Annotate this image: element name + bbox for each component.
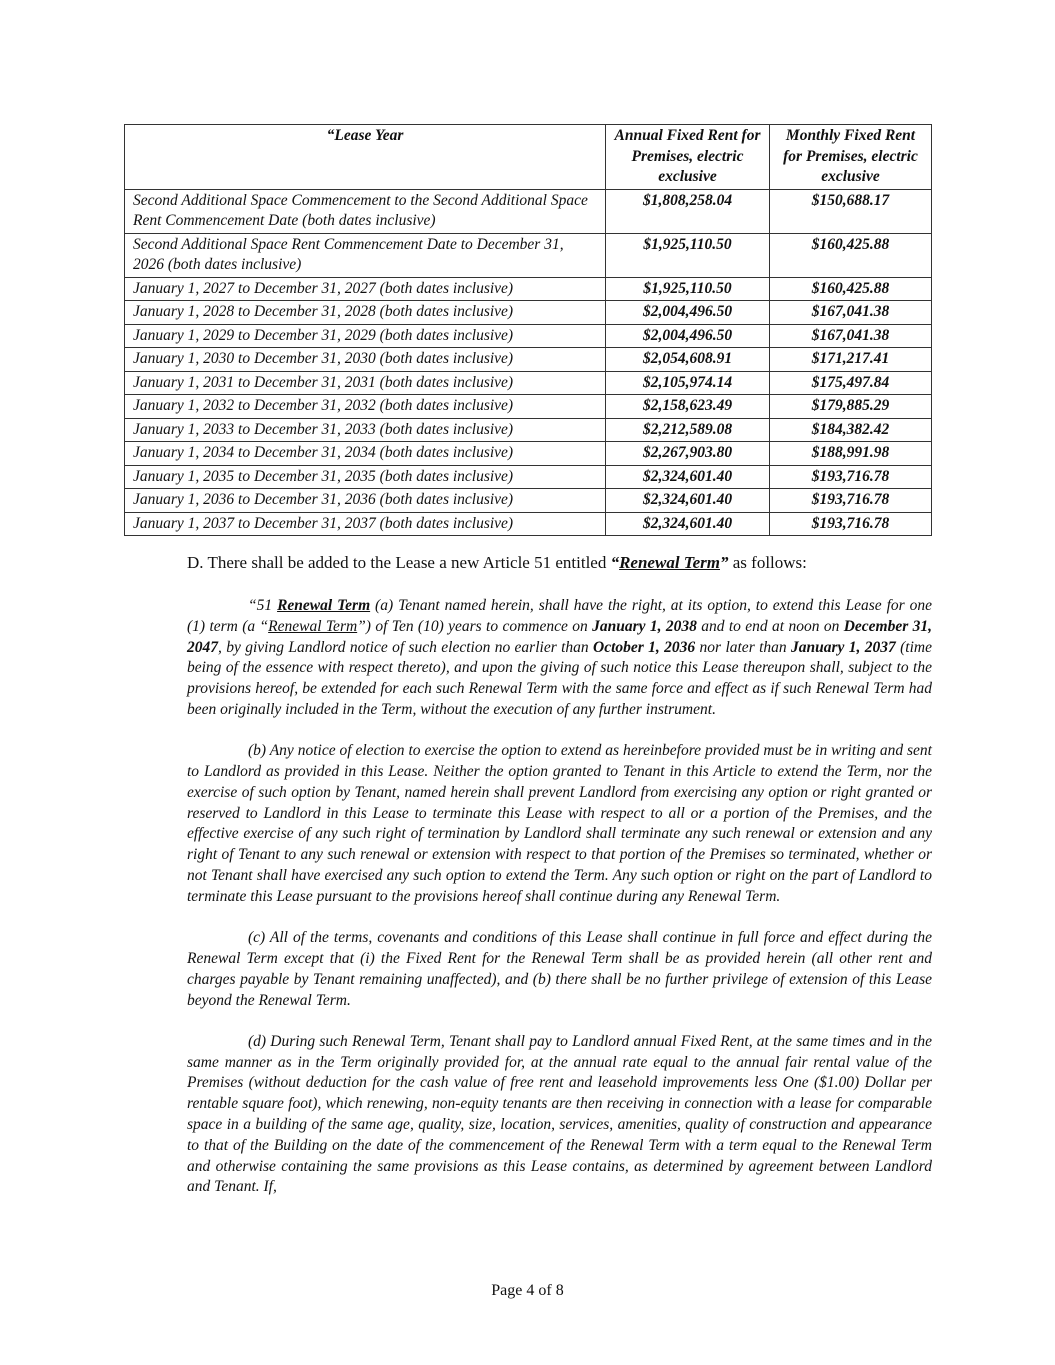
- row-monthly-rent-cell: $171,217.41: [770, 348, 932, 372]
- renewal-end-date: December 31, 2047: [187, 617, 932, 656]
- intro-quote-open: “: [610, 553, 620, 572]
- section-a-text-5: , by giving Landlord notice of such election no earlier than: [218, 638, 594, 656]
- row-period-cell: January 1, 2036 to December 31, 2036 (both dates inclusive): [125, 489, 606, 513]
- table-row: [125, 324, 932, 348]
- rent-table-body: [125, 189, 932, 536]
- section-a-defined-term: Renewal Term: [268, 617, 358, 635]
- row-period-cell: January 1, 2027 to December 31, 2027 (both dates inclusive): [125, 277, 606, 301]
- row-monthly-rent-cell: $175,497.84: [770, 371, 932, 395]
- table-row: [125, 418, 932, 442]
- row-period-cell: January 1, 2035 to December 31, 2035 (both dates inclusive): [125, 465, 606, 489]
- table-row: [125, 442, 932, 466]
- table-row: [125, 371, 932, 395]
- row-annual-rent-cell: $2,324,601.40: [606, 489, 770, 513]
- row-period-cell: January 1, 2033 to December 31, 2033 (both dates inclusive): [125, 418, 606, 442]
- row-monthly-rent-cell: $193,716.78: [770, 465, 932, 489]
- intro-renewal-term-title: Renewal Term: [619, 553, 720, 572]
- page-number: Page 4 of 8: [491, 1282, 564, 1299]
- row-annual-rent-cell: $2,004,496.50: [606, 301, 770, 325]
- section-a-text-6: nor later than: [695, 638, 792, 656]
- header-annual-rent: Annual Fixed Rent for Premises, electric exclusive: [606, 125, 770, 190]
- row-annual-rent-cell: $1,925,110.50: [606, 277, 770, 301]
- notice-earliest-date: October 1, 2036: [593, 638, 696, 656]
- row-annual-rent-cell: $2,324,601.40: [606, 512, 770, 536]
- row-annual-rent-cell: $1,808,258.04: [606, 189, 770, 233]
- row-monthly-rent-cell: $193,716.78: [770, 512, 932, 536]
- row-period-cell: Second Additional Space Commencement to the Second Additional Space Rent Commencement Date (both dates inclusive): [125, 189, 606, 233]
- header-lease-year: “Lease Year: [125, 125, 606, 190]
- row-period-cell: January 1, 2034 to December 31, 2034 (both dates inclusive): [125, 442, 606, 466]
- row-annual-rent-cell: $2,212,589.08: [606, 418, 770, 442]
- row-period-cell: January 1, 2031 to December 31, 2031 (both dates inclusive): [125, 371, 606, 395]
- row-period-cell: January 1, 2029 to December 31, 2029 (both dates inclusive): [125, 324, 606, 348]
- row-period-cell: January 1, 2030 to December 31, 2030 (both dates inclusive): [125, 348, 606, 372]
- row-period-cell: January 1, 2032 to December 31, 2032 (both dates inclusive): [125, 395, 606, 419]
- table-row: [125, 277, 932, 301]
- intro-text-before: D. There shall be added to the Lease a new Article 51 entitled: [187, 553, 611, 572]
- table-row: [125, 512, 932, 536]
- header-monthly-rent: Monthly Fixed Rent for Premises, electric exclusive: [770, 125, 932, 190]
- row-annual-rent-cell: $1,925,110.50: [606, 233, 770, 277]
- notice-latest-date: January 1, 2037: [791, 638, 896, 656]
- article-51-body: [187, 596, 932, 1219]
- row-monthly-rent-cell: $167,041.38: [770, 324, 932, 348]
- row-monthly-rent-cell: $179,885.29: [770, 395, 932, 419]
- table-row: [125, 489, 932, 513]
- table-row: [125, 465, 932, 489]
- row-monthly-rent-cell: $150,688.17: [770, 189, 932, 233]
- row-period-cell: January 1, 2028 to December 31, 2028 (both dates inclusive): [125, 301, 606, 325]
- section-a-text-7: (time being of the essence with respect thereto), and upon the giving of such notice this Lease thereupon shall, subject to the provisions hereof, be extended for each such Renewal Term with the same force and effect as if such Renewal Term had been originally included in the Term, without the execution of any further instrument.: [187, 638, 932, 718]
- section-b: (b) Any notice of election to exercise the option to extend as hereinbefore provided must be in writing and sent to Landlord as provided in this Lease. Neither the option granted to Tenant in this Article to extend the Term, nor the exercise of such option by Tenant, named herein shall prevent Landlord from exercising any option or right granted or reserved to Landlord in this Lease to terminate this Lease with respect to all or a portion of the Premises, and the effective exercise of any such right of termination by Landlord shall terminate any such renewal or extension and any right of Tenant to any such renewal or extension with respect to that portion of the Premises so terminated, whether or not Tenant shall have exercised any such option to extend the Term. Any such option or right on the part of Landlord to terminate this Lease pursuant to the provisions hereof shall continue during any Renewal Term.: [187, 742, 932, 905]
- row-annual-rent-cell: $2,004,496.50: [606, 324, 770, 348]
- section-a-text-3: ”) of Ten (10) years to commence on: [357, 617, 593, 635]
- section-a-text-2: (a) Tenant named herein, shall have the right, at its option, to extend this Lease for one (1) term (a “: [187, 597, 932, 635]
- row-period-cell: January 1, 2037 to December 31, 2037 (both dates inclusive): [125, 512, 606, 536]
- section-a-text-1: “51: [248, 597, 278, 614]
- section-a-text-4: and to end at noon on: [696, 617, 844, 635]
- table-row: [125, 395, 932, 419]
- row-annual-rent-cell: $2,105,974.14: [606, 371, 770, 395]
- row-monthly-rent-cell: $184,382.42: [770, 418, 932, 442]
- table-row: [125, 233, 932, 277]
- table-row: [125, 348, 932, 372]
- row-monthly-rent-cell: $160,425.88: [770, 277, 932, 301]
- article-51-intro: [187, 551, 932, 575]
- rent-schedule-table: [124, 124, 932, 536]
- table-header-row: [125, 125, 932, 190]
- section-a: [187, 596, 932, 721]
- row-annual-rent-cell: $2,324,601.40: [606, 465, 770, 489]
- row-annual-rent-cell: $2,158,623.49: [606, 395, 770, 419]
- row-monthly-rent-cell: $160,425.88: [770, 233, 932, 277]
- row-monthly-rent-cell: $167,041.38: [770, 301, 932, 325]
- row-monthly-rent-cell: $188,991.98: [770, 442, 932, 466]
- renewal-start-date: January 1, 2038: [592, 617, 697, 635]
- row-annual-rent-cell: $2,267,903.80: [606, 442, 770, 466]
- row-period-cell: Second Additional Space Rent Commencement Date to December 31, 2026 (both dates inclusive): [125, 233, 606, 277]
- section-a-title: Renewal Term: [277, 597, 371, 614]
- table-row: [125, 189, 932, 233]
- section-d: (d) During such Renewal Term, Tenant shall pay to Landlord annual Fixed Rent, at the same times and in the same manner as in the Term originally provided for, at the annual rate equal to the annual fair rental value of the Premises (without deduction for the cash value of free rent and leasehold improvements less One ($1.00) Dollar per rentable square foot), which renewing, non-equity tenants are then receiving in connection with a lease for comparable space in a building of the same age, quality, size, location, services, amenities, quality of construction and appearance to that of the Building on the date of the commencement of the Renewal Term with a term equal to the Renewal Term and otherwise containing the same provisions as this Lease contains, as determined by agreement between Landlord and Tenant. If,: [187, 1032, 932, 1196]
- intro-quote-close: ”: [720, 553, 729, 572]
- table-row: [125, 301, 932, 325]
- section-c: (c) All of the terms, covenants and conditions of this Lease shall continue in full force and effect during the Renewal Term except that (i) the Fixed Rent for the Renewal Term shall be as provided herein (all other rent and charges payable by Tenant remaining unaffected), and (b) there shall be no further privilege of extension of this Lease beyond the Renewal Term.: [187, 929, 932, 1009]
- row-monthly-rent-cell: $193,716.78: [770, 489, 932, 513]
- intro-text-after: as follows:: [728, 553, 807, 572]
- row-annual-rent-cell: $2,054,608.91: [606, 348, 770, 372]
